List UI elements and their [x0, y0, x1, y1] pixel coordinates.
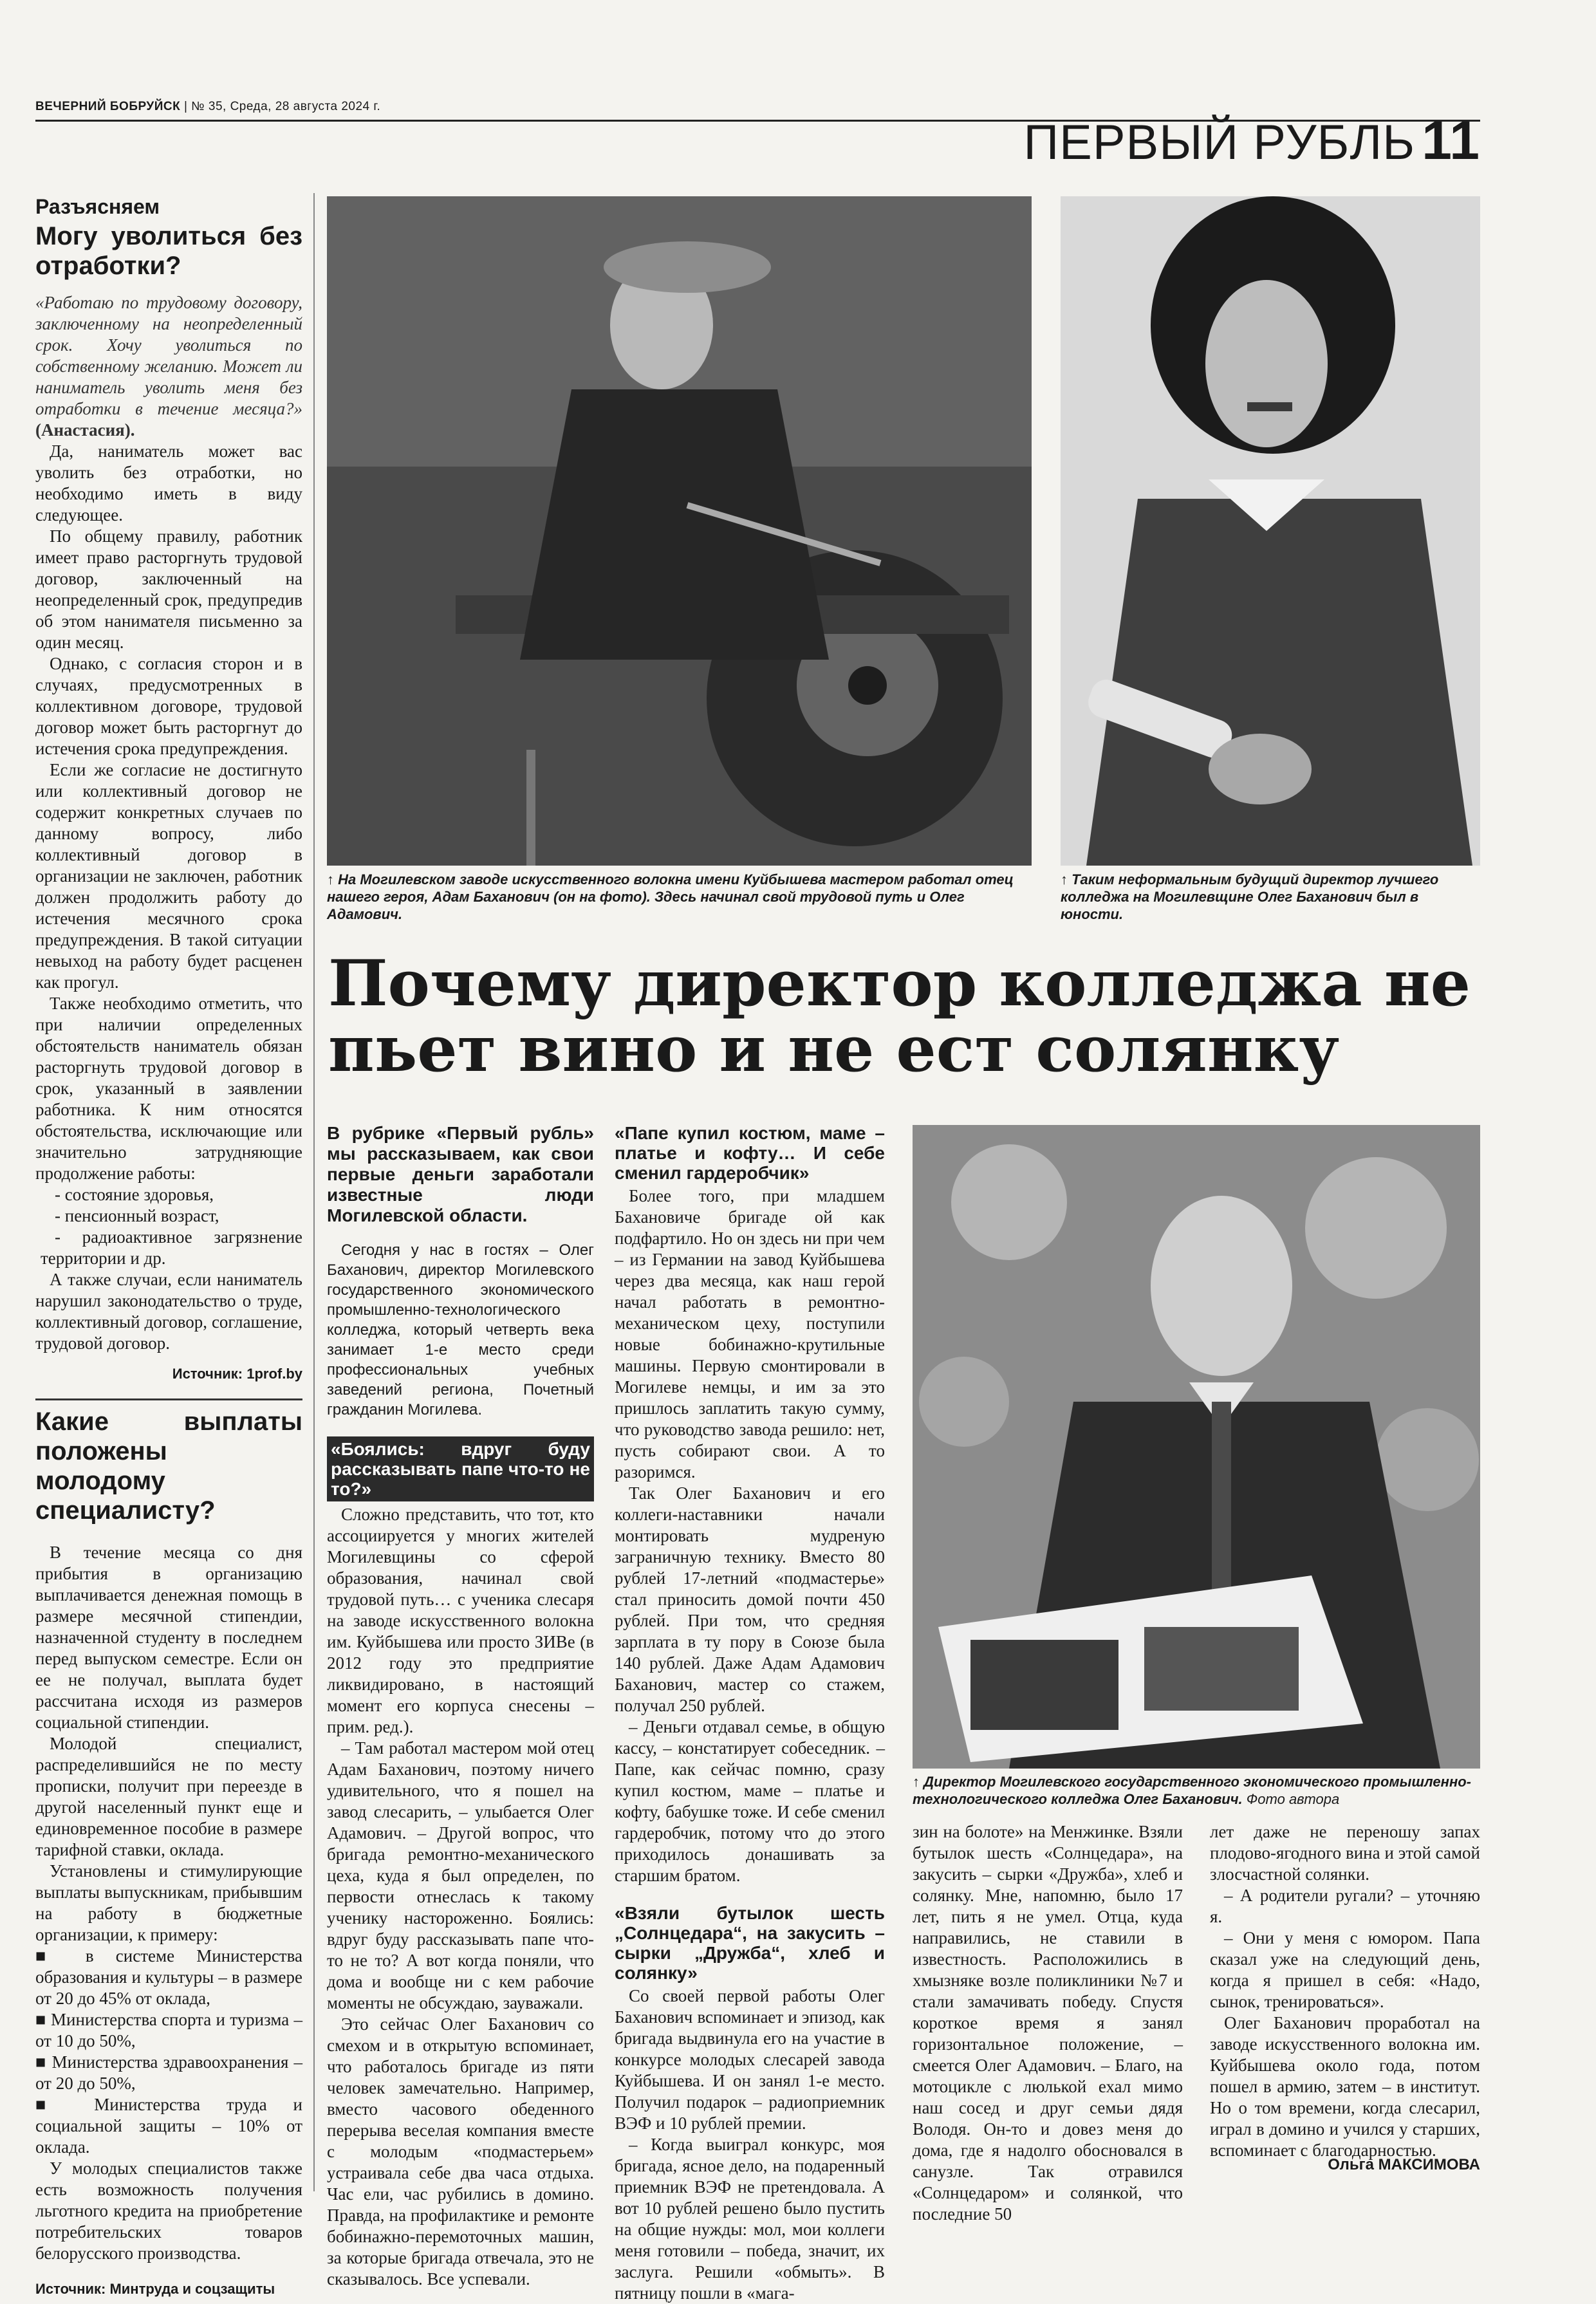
q2-list-text: Министерства здравоохранения – от 20 до 50%,	[35, 2052, 302, 2093]
article-column-3	[913, 1821, 1183, 2225]
photo-young-director	[1061, 196, 1480, 866]
subheading-3: «Взяли бутылок шесть „Солнцедара“, на закусить – сырки „Дружба“, хлеб и солянку»	[615, 1903, 885, 1983]
q2-title: Какие выплаты положены молодому специалисту?	[35, 1407, 302, 1525]
caption-director-text: ↑ Директор Могилевского государственного экономического промышленно-технологического колледжа Олег Баханович.	[913, 1774, 1472, 1807]
divider	[35, 1398, 302, 1400]
photo-factory-worker	[327, 196, 1032, 866]
headline: Почему директор колледжа не пьет вино и не ест солянку	[328, 947, 1471, 1086]
q1-paragraph: Если же согласие не достигнуто или коллективный договор не содержит конкретных случаев по данному вопросу, либо коллективный договор в организации не заключен, работник должен продолжить работу до истечения месячного срока предупреждения. В такой ситуации невыход на работу будет расценен как прогул.	[35, 760, 302, 992]
q2-list-item: ■ Министерства здравоохранения – от 20 до 50%,	[35, 2052, 302, 2093]
q1-paragraph: Однако, с согласия сторон и в случаях, предусмотренных в коллективном договоре, трудовой договор может быть расторгнут до истечения срока предупреждения.	[35, 654, 302, 758]
photo-director-today	[913, 1125, 1480, 1769]
q2-list-text: Министерства труда и социальной защиты – 10% от оклада.	[35, 2095, 302, 2157]
article-paragraph: Олег Баханович проработал на заводе искусственного волокна им. Куйбышева около года, потом пошел в армию, затем – в институт. Но о том времени, когда слесарил, играл в домино и учился у старших, вспоминает с благодарностью.	[1210, 2013, 1480, 2160]
q2-list-item: ■ в системе Министерства образования и культуры – в размере от 20 до 45% от оклада,	[35, 1946, 302, 2008]
column-rule	[313, 193, 315, 2191]
page-number: 11	[1422, 110, 1480, 171]
q2-paragraph: Молодой специалист, распределившийся не по месту прописки, получит при переезде в другой населенный пункт еще и единовременное пособие в размере тарифной ставки, оклада.	[35, 1734, 302, 1859]
article-paragraph: – Они у меня с юмором. Папа сказал уже на следующий день, когда я пришел в себя: «Надо, сынок, тренироваться».	[1210, 1928, 1480, 2011]
q2-list-text: в системе Министерства образования и культуры – в размере от 20 до 45% от оклада,	[35, 1946, 302, 2008]
q1-closing: А также случаи, если наниматель нарушил законодательство о труде, коллективный договор, соглашение, трудовой договор.	[35, 1270, 302, 1353]
issue-info: | № 35, Среда, 28 августа 2024 г.	[184, 100, 381, 113]
article-column-4	[1210, 1821, 1480, 2161]
q1-title: Могу уволиться без отработки?	[35, 222, 302, 280]
q1-paragraph: Да, наниматель может вас уволить без отработки, но необходимо иметь в виду следующее.	[35, 441, 302, 525]
q1-list-item: - пенсионный возраст,	[55, 1206, 219, 1225]
q1-list-item: - состояние здоровья,	[55, 1185, 214, 1204]
director-photo-art	[913, 1125, 1480, 1769]
article-column-2	[615, 1123, 885, 2304]
subheading-2: «Папе купил костюм, маме – платье и кофту… И себе сменил гардеробчик»	[615, 1123, 885, 1183]
q1-question	[35, 292, 302, 441]
q1-paragraph: По общему правилу, работник имеет право расторгнуть трудовой договор, заключенный на неопределенный срок, предупредив об этом нанимателя письменно за один месяц.	[35, 526, 302, 652]
article-paragraph: – Деньги отдавал семье, в общую кассу, – констатирует собеседник. – Папе, как сейчас помню, сразу купил костюм, маме – платье и кофту, бабушке тоже. И себе сменил гардеробчик, потому что до этого приходилось донашивать за старшим братом.	[615, 1717, 885, 1885]
article-paragraph: – Там работал мастером мой отец Адам Баханович, поэтому ничего удивительного, что я пошел на завод слесарить, – улыбается Олег Адамович. – Другой вопрос, что бригада ремонтно-механического цеха, куда я был определен, по первости отнеслась к такому ученику настороженно. Боялись: вдруг буду рассказывать папе что-то не то? А вот когда поняли, что дома и вообще ни с кем рабочие моменты не обсуждаю, зауважали.	[327, 1738, 594, 2012]
newspaper-name: ВЕЧЕРНИЙ БОБРУЙСК	[35, 100, 181, 113]
q2-closing: У молодых специалистов также есть возможность получения льготного кредита на приобретение потребительских товаров белорусского производства.	[35, 2159, 302, 2263]
section-name: ПЕРВЫЙ РУБЛЬ	[1023, 115, 1416, 170]
q1-question-text: «Работаю по трудовому договору, заключенному на неопределенный срок. Хочу уволиться по собственному желанию. Может ли наниматель уволить меня без отработки в течение месяца?»	[35, 293, 302, 418]
article-paragraph: лет даже не переношу запах плодово-ягодного вина и этой самой злосчастной солянки.	[1210, 1822, 1480, 1884]
subheading-1: «Боялись: вдруг буду рассказывать папе что-то не то?»	[327, 1436, 594, 1501]
q2-paragraph: Установлены и стимулирующие выплаты выпускникам, прибывшим на работу в бюджетные организации, к примеру:	[35, 1861, 302, 1944]
q1-list-item: - радиоактивное загрязнение территории и др.	[41, 1227, 302, 1268]
article-column-1	[327, 1123, 594, 2290]
article-paragraph: – А родители ругали? – уточняю я.	[1210, 1886, 1480, 1926]
caption-young-director: ↑ Таким неформальным будущий директор лучшего колледжа на Могилевщине Олег Баханович был в юности.	[1061, 871, 1439, 922]
article-paragraph: Это сейчас Олег Баханович со смехом и в открытую вспоминает, что работалось бригаде из пяти человек замечательно. Например, вместо часового обеденного перерыва веселая компания вместе с молодым «подмастерьем» устраивала себе два часа отдыха. Час ели, час рубились в домино. Правда, на профилактике и ремонте бобинажно-перемоточных машин, за которые бригада отвечала, это не сказывалось. Все успевали.	[327, 2014, 594, 2289]
article-paragraph: Так Олег Баханович и его коллеги-наставники начали монтировать мудреную заграничную технику. Вместо 80 рублей 17-летний «подмастерье» стал приносить домой почти 450 рублей. При том, что средняя зарплата в ту пору в Союзе была 140 рублей. Даже Адам Адамович Баханович, мастер со стажем, получал 250 рублей.	[615, 1483, 885, 1715]
q2-list-item: ■ Министерства труда и социальной защиты – 10% от оклада.	[35, 2095, 302, 2157]
q1-source: Источник: 1prof.by	[172, 1366, 302, 1382]
q1-paragraph: Также необходимо отметить, что при наличии определенных обстоятельств наниматель обязан расторгнуть трудовой договор в срок, указанный в заявлении работника. К ним относятся обстоятельства, исключающие или значительно затрудняющие продолжение работы:	[35, 994, 302, 1183]
rubric: Разъясняем	[35, 195, 160, 218]
photo-credit: Фото автора	[1246, 1791, 1340, 1807]
article-paragraph: Более того, при младшем Бахановиче бригаде ой как подфартило. Но он здесь ни при чем – из Германии на завод Куйбышева через два месяца, как наш герой начал работать в ремонтно-механическом цеху, поступили новые бобинажно-крутильные машины. Первую смонтировали в Могилеве немцы, и им за это пришлось заплатить такую сумму, что руководство завода решило: нет, пусть собирают свои. А то разоримся.	[615, 1186, 885, 1482]
article-author: Ольга МАКСИМОВА	[1328, 2156, 1480, 2173]
article-lead: В рубрике «Первый рубль» мы рассказываем, как свои первые деньги заработали известные люди Могилевской области.	[327, 1123, 594, 1225]
q2-paragraph: В течение месяца со дня прибытия в организацию выплачивается денежная помощь в размере месячной стипендии, назначенной студенту в последнем перед выпуском семестре. Если он ее не получал, выплата будет рассчитана исходя из размеров социальной стипендии.	[35, 1543, 302, 1732]
q1-author: (Анастасия).	[35, 420, 135, 440]
q2-source: Источник: Минтруда и соцзащиты	[35, 2281, 275, 2297]
article-paragraph: Со своей первой работы Олег Баханович вспоминает и эпизод, как бригада выдвинула его на участие в конкурсе молодых слесарей завода Куйбышева. И он занял 1-е место. Получил подарок – радиоприемник ВЭФ и 10 рублей премии.	[615, 1986, 885, 2133]
article-paragraph: зин на болоте» на Менжинке. Взяли бутылок шесть «Солнцедара», на закусить – сырки «Дружба», хлеб и солянку. Мне, напомню, было 17 лет, пить я не умел. Отца, куда направились, не ставили в известность. Расположились в хмызняке возле поликлиники №7 и стали замачивать победу. Спустя короткое время я занял горизонтальное положение, – смеется Олег Адамович. – Благо, на мотоцикле с люлькой ехал мимо наш сосед и друг семьи дядя Володя. Он-то и довез меня до дома, где я надолго обосновался в санузле. Так отравился «Солнцедаром» и солянкой, что последние 50	[913, 1822, 1183, 2224]
caption-factory: ↑ На Могилевском заводе искусственного волокна имени Куйбышева мастером работал отец нашего героя, Адам Баханович (он на фото). Здесь начинал свой трудовой путь и Олег Адамович.	[327, 871, 1014, 922]
article-intro: Сегодня у нас в гостях – Олег Баханович, директор Могилевского государственного экономического промышленно-технологического колледжа, который четверть века занимает 1-е место среди профессиональных учебных заведений региона, Почетный гражданин Могилева.	[327, 1241, 594, 1418]
section-title	[1024, 109, 1480, 172]
q2-list-item: ■ Министерства спорта и туризма – от 10 до 50%,	[35, 2010, 302, 2050]
factory-photo-art	[327, 196, 1032, 866]
left-column	[35, 196, 302, 2299]
masthead	[35, 100, 380, 114]
young-director-photo-art	[1061, 196, 1480, 866]
caption-director	[913, 1773, 1480, 1808]
q2-list-text: Министерства спорта и туризма – от 10 до 50%,	[35, 2010, 302, 2050]
article-paragraph: – Когда выиграл конкурс, моя бригада, ясное дело, на подаренный приемник ВЭФ не претендовала. А вот 10 рублей решено было пустить на общие нужды: мол, мои коллеги меня готовили – победа, значит, их заслуга. Решили «обмыть». В пятницу пошли в «мага-	[615, 2135, 885, 2303]
article-paragraph: Сложно представить, что тот, кто ассоциируется у многих жителей Могилевщины со сферой образования, начинал свой трудовой путь… с ученика слесаря на заводе искусственного волокна им. Куйбышева или просто ЗИВе (в 2012 году это предприятие ликвидировано, в настоящий момент его корпуса снесены – прим. ред.).	[327, 1505, 594, 1736]
